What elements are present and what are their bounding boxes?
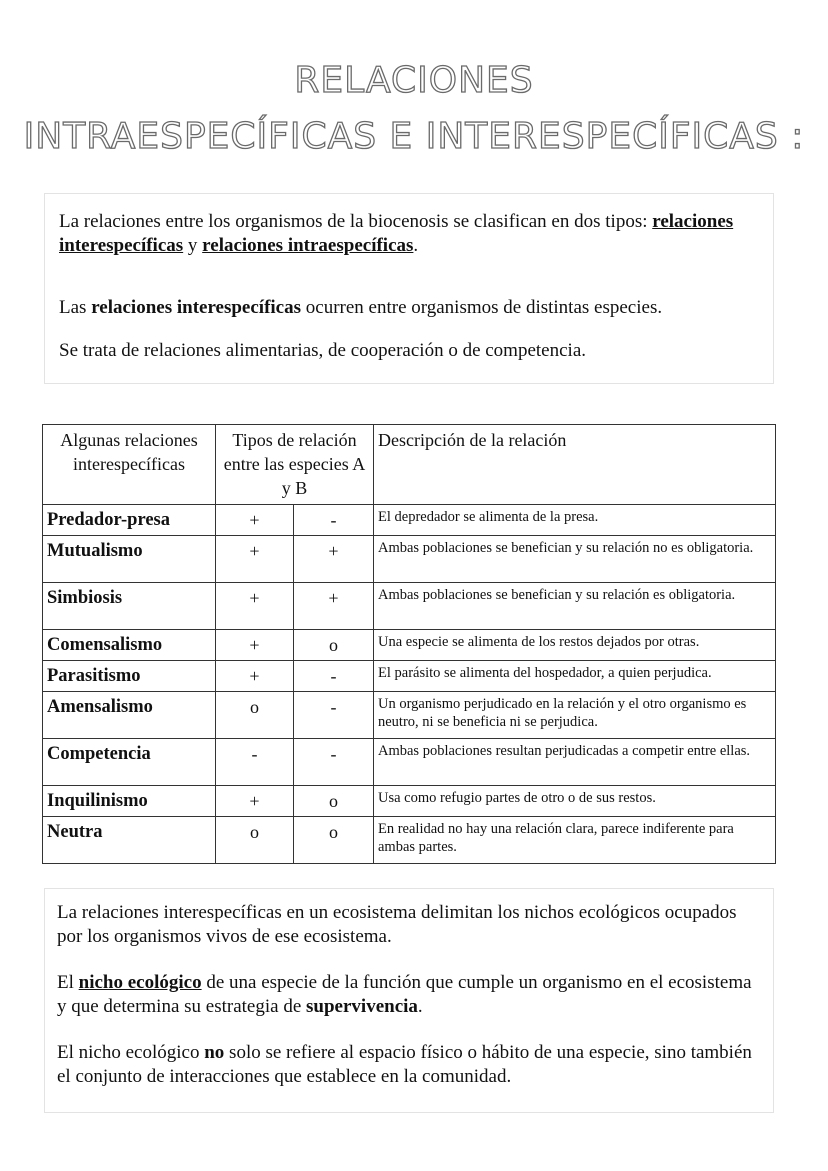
species-b-effect: o — [294, 786, 374, 817]
intro-paragraph-1: La relaciones entre los organismos de la biocenosis se clasifican en dos tipos: relaciones interespecíficas y relaciones intraespecíficas. — [59, 211, 734, 256]
header-relations: Algunas relaciones interespecíficas — [43, 425, 216, 505]
relation-name: Predador-presa — [43, 505, 216, 536]
niche-paragraph-3: El nicho ecológico no solo se refiere al espacio físico o hábito de una especie, sino también el conjunto de interacciones que establece en la comunidad. — [57, 1042, 752, 1087]
intro-box — [44, 193, 774, 384]
table-row — [43, 786, 776, 817]
relation-name: Parasitismo — [43, 661, 216, 692]
relation-description: Ambas poblaciones resultan perjudicadas a competir entre ellas. — [374, 739, 776, 786]
term-intraespecificas: relaciones intraespecíficas — [202, 235, 414, 256]
relations-table — [42, 424, 776, 864]
relation-name: Inquilinismo — [43, 786, 216, 817]
table-row — [43, 661, 776, 692]
table-header-row — [43, 425, 776, 505]
species-b-effect: - — [294, 505, 374, 536]
table-row — [43, 536, 776, 583]
species-a-effect: o — [216, 817, 294, 864]
table-row — [43, 583, 776, 630]
species-a-effect: - — [216, 739, 294, 786]
species-b-effect: o — [294, 817, 374, 864]
species-a-effect: + — [216, 786, 294, 817]
relation-name: Competencia — [43, 739, 216, 786]
relation-name: Simbiosis — [43, 583, 216, 630]
table-row — [43, 505, 776, 536]
species-a-effect: + — [216, 505, 294, 536]
header-types: Tipos de relación entre las especies A y B — [216, 425, 374, 505]
species-a-effect: + — [216, 536, 294, 583]
species-b-effect: - — [294, 739, 374, 786]
table-row — [43, 739, 776, 786]
species-a-effect: o — [216, 692, 294, 739]
species-b-effect: + — [294, 583, 374, 630]
species-a-effect: + — [216, 583, 294, 630]
relation-description: Un organismo perjudicado en la relación y el otro organismo es neutro, ni se beneficia ni se perjudica. — [374, 692, 776, 739]
species-b-effect: - — [294, 661, 374, 692]
table-row — [43, 630, 776, 661]
term-nicho-ecologico: nicho ecológico — [78, 972, 202, 993]
species-b-effect: + — [294, 536, 374, 583]
species-b-effect: o — [294, 630, 374, 661]
term-interespecificas: relaciones interespecíficas — [59, 211, 734, 256]
relation-description: Usa como refugio partes de otro o de sus restos. — [374, 786, 776, 817]
species-a-effect: + — [216, 630, 294, 661]
niche-box — [44, 888, 774, 1113]
relation-name: Amensalismo — [43, 692, 216, 739]
relation-name: Neutra — [43, 817, 216, 864]
page-title-line-1: RELACIONES — [294, 60, 534, 101]
niche-paragraph-1: La relaciones interespecíficas en un ecosistema delimitan los nichos ecológicos ocupados por los organismos vivos de ese ecosistema. — [57, 902, 737, 947]
relation-description: El depredador se alimenta de la presa. — [374, 505, 776, 536]
relation-name: Mutualismo — [43, 536, 216, 583]
relation-description: Una especie se alimenta de los restos dejados por otras. — [374, 630, 776, 661]
header-description: Descripción de la relación — [374, 425, 776, 505]
page-title-line-2: INTRAESPECÍFICAS E INTERESPECÍFICAS : — [23, 116, 805, 157]
relation-description: Ambas poblaciones se benefician y su relación es obligatoria. — [374, 583, 776, 630]
relation-description: El parásito se alimenta del hospedador, a quien perjudica. — [374, 661, 776, 692]
intro-paragraph-3: Se trata de relaciones alimentarias, de cooperación o de competencia. — [59, 340, 586, 361]
intro-paragraph-2: Las relaciones interespecíficas ocurren entre organismos de distintas especies. — [59, 297, 663, 318]
species-b-effect: - — [294, 692, 374, 739]
table-row — [43, 817, 776, 864]
table-row — [43, 692, 776, 739]
relation-description: En realidad no hay una relación clara, parece indiferente para ambas partes. — [374, 817, 776, 864]
niche-paragraph-2: El nicho ecológico de una especie de la función que cumple un organismo en el ecosistema y que determina su estrategia de supervivencia. — [57, 972, 752, 1017]
relation-name: Comensalismo — [43, 630, 216, 661]
species-a-effect: + — [216, 661, 294, 692]
relation-description: Ambas poblaciones se benefician y su relación no es obligatoria. — [374, 536, 776, 583]
